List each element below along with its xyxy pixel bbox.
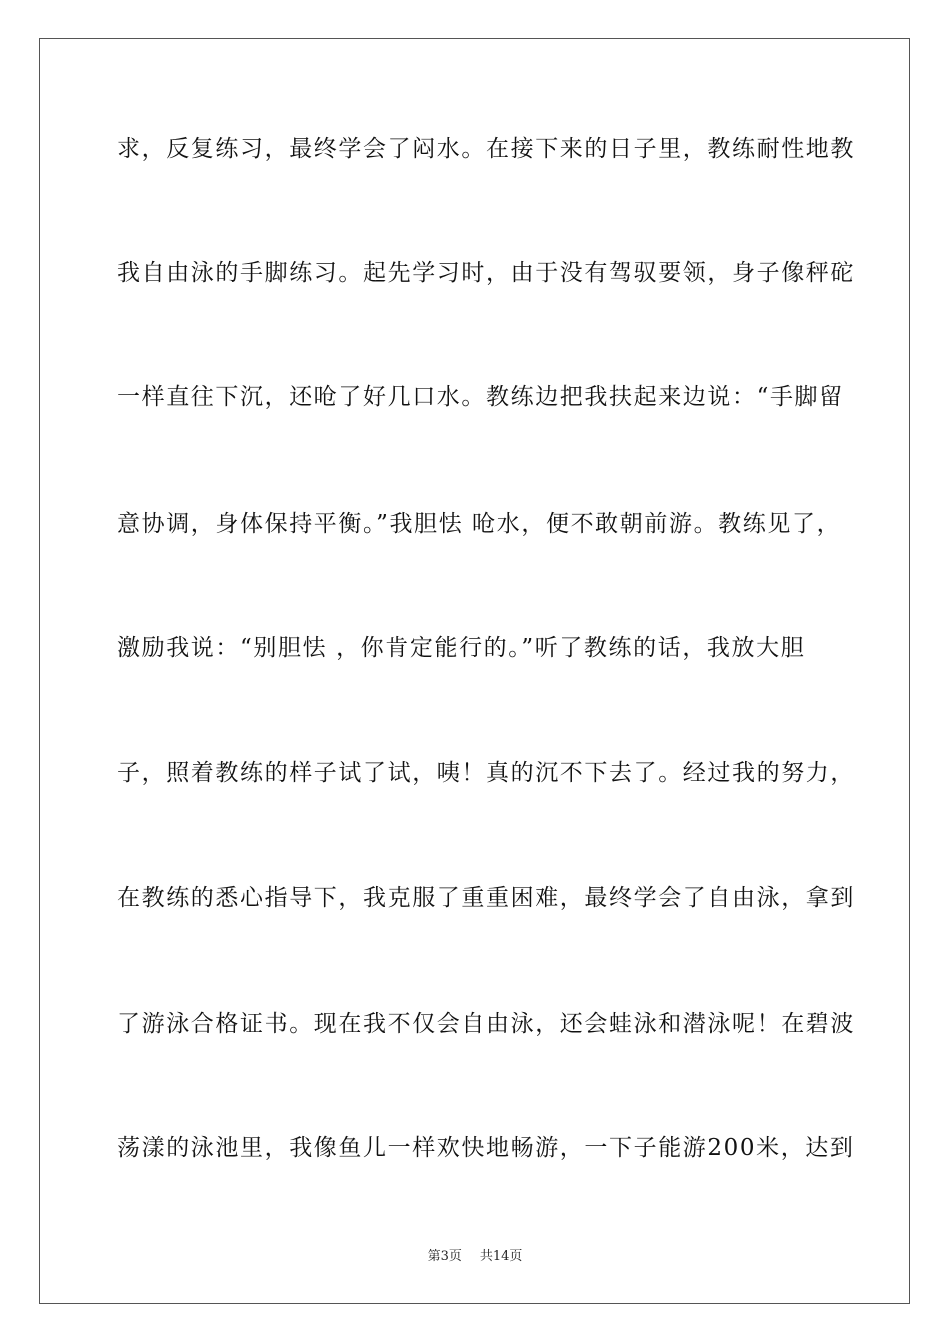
body-text-line-6: 子，照着教练的样子试了试，咦！真的沉不下去了。经过我的努力， xyxy=(117,760,855,786)
body-text-line-1: 求，反复练习，最终学会了闷水。在接下来的日子里，教练耐性地教 xyxy=(117,136,855,162)
body-text-line-7: 在教练的悉心指导下，我克服了重重困难，最终学会了自由泳，拿到 xyxy=(117,885,855,911)
body-text-line-9: 荡漾的泳池里，我像鱼儿一样欢快地畅游，一下子能游200米，达到 xyxy=(117,1135,855,1161)
body-text-line-2: 我自由泳的手脚练习。起先学习时，由于没有驾驭要领，身子像秤砣 xyxy=(117,260,855,286)
total-pages: 共14页 xyxy=(479,1249,523,1264)
body-text-line-5: 激励我说：“别胆怯 ，你肯定能行的。”听了教练的话，我放大胆 xyxy=(117,635,806,661)
page-number: 第3页 xyxy=(427,1249,462,1264)
body-text-line-3: 一样直往下沉，还呛了好几口水。教练边把我扶起来边说：“手脚留 xyxy=(117,384,844,410)
page-border xyxy=(39,38,910,1304)
page-footer xyxy=(0,1248,950,1266)
body-text-line-8: 了游泳合格证书。现在我不仅会自由泳，还会蛙泳和潜泳呢！在碧波 xyxy=(117,1011,855,1037)
body-text-line-4: 意协调，身体保持平衡。”我胆怯 呛水，便不敢朝前游。教练见了， xyxy=(117,511,842,537)
